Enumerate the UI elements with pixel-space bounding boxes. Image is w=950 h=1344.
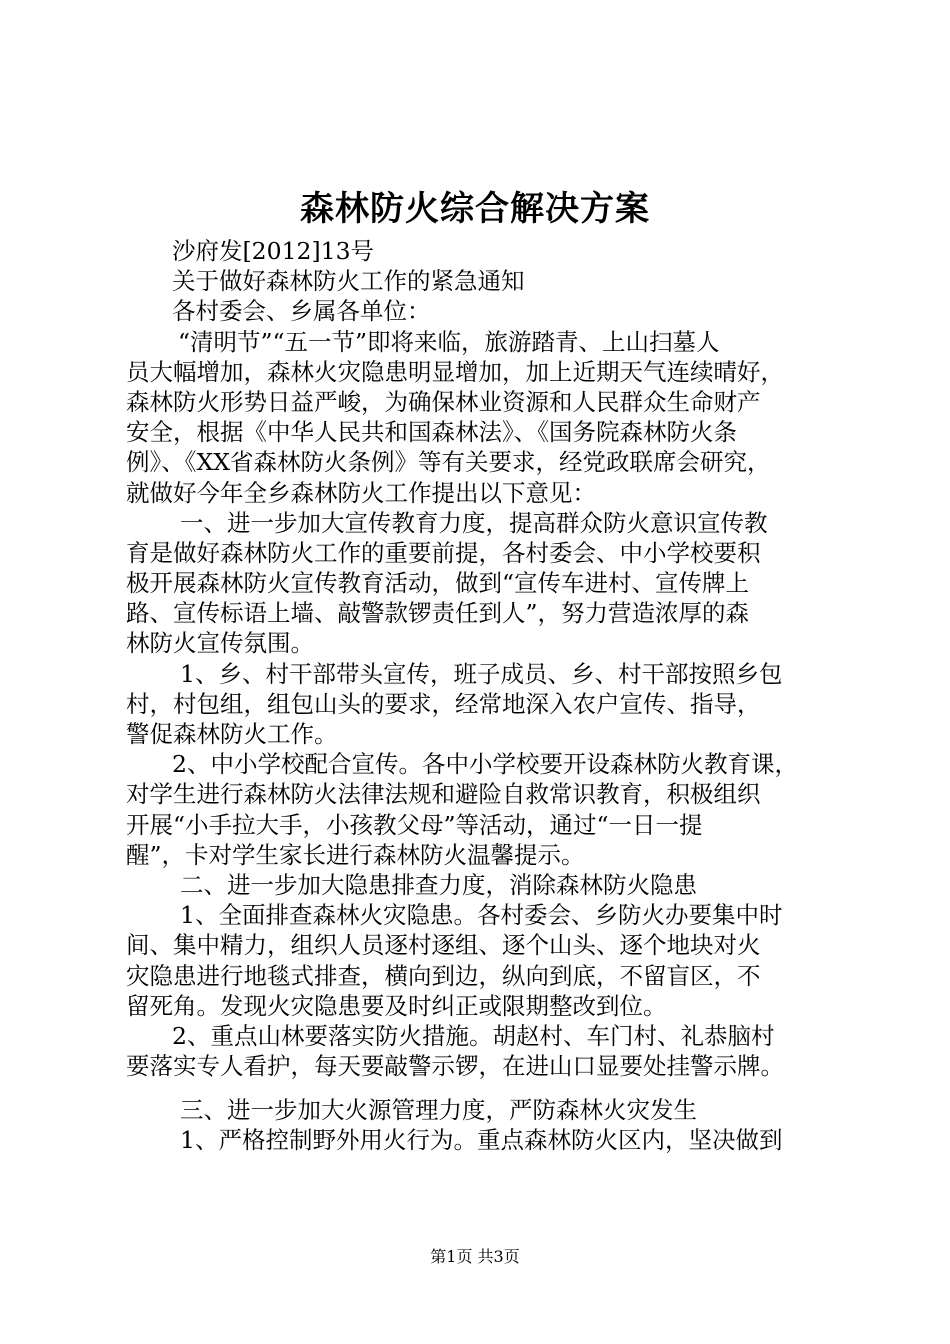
section-heading-line: 一、进一步加大宣传教育力度，提高群众防火意识宣传教 bbox=[180, 508, 768, 537]
paragraph-line: 育是做好森林防火工作的重要前提，各村委会、中小学校要积 bbox=[126, 538, 761, 567]
paragraph-line: 2、重点山林要落实防火措施。胡赵村、车门村、礼恭脑村 bbox=[172, 1021, 775, 1050]
section-heading-line: 三、进一步加大火源管理力度，严防森林火灾发生 bbox=[180, 1096, 697, 1125]
paragraph-line: 森林防火形势日益严峻，为确保林业资源和人民群众生命财产 bbox=[126, 387, 761, 416]
notice-title-line: 关于做好森林防火工作的紧急通知 bbox=[172, 267, 525, 296]
paragraph-line: 灾隐患进行地毯式排查，横向到边，纵向到底，不留盲区，不 bbox=[126, 961, 761, 990]
paragraph-line: 例》、《XX省森林防火条例》等有关要求，经党政联席会研究， bbox=[126, 448, 771, 477]
paragraph-line: 1、严格控制野外用火行为。重点森林防火区内，坚决做到 bbox=[180, 1126, 783, 1155]
paragraph-line: 间、集中精力，组织人员逐村逐组、逐个山头、逐个地块对火 bbox=[126, 931, 761, 960]
paragraph-line: “清明节”“五一节”即将来临，旅游踏青、上山扫墓人 bbox=[178, 327, 720, 356]
paragraph-line: 极开展森林防火宣传教育活动，做到“宣传车进村、宣传牌上 bbox=[126, 569, 750, 598]
paragraph-line: 就做好今年全乡森林防火工作提出以下意见： bbox=[126, 478, 596, 507]
paragraph-line: 安全，根据《中华人民共和国森林法》、《国务院森林防火条 bbox=[126, 418, 737, 447]
paragraph-line: 要落实专人看护，每天要敲警示锣，在进山口显要处挂警示牌。 bbox=[126, 1052, 784, 1081]
paragraph-line: 员大幅增加，森林火灾隐患明显增加，加上近期天气连续晴好， bbox=[126, 357, 784, 386]
paragraph-line: 醒”，卡对学生家长进行森林防火温馨提示。 bbox=[126, 840, 585, 869]
section-heading-line: 二、进一步加大隐患排查力度，消除森林防火隐患 bbox=[180, 870, 697, 899]
blank-line bbox=[126, 1081, 836, 1095]
page-footer: 第1页 共3页 bbox=[430, 1247, 520, 1266]
paragraph-line: 1、乡、村干部带头宣传，班子成员、乡、村干部按照乡包 bbox=[180, 659, 783, 688]
document-body bbox=[126, 236, 836, 1156]
paragraph-line: 1、全面排查森林火灾隐患。各村委会、乡防火办要集中时 bbox=[180, 901, 783, 930]
paragraph-line: 警促森林防火工作。 bbox=[126, 720, 338, 748]
paragraph-line: 村，村包组，组包山头的要求，经常地深入农户宣传、指导， bbox=[126, 689, 761, 718]
paragraph-line: 开展“小手拉大手，小孩教父母”等活动，通过“一日一提 bbox=[126, 810, 703, 839]
paragraph-line: 路、宣传标语上墙、敲警款锣责任到人”，努力营造浓厚的森 bbox=[126, 599, 750, 628]
paragraph-line: 林防火宣传氛围。 bbox=[126, 629, 314, 658]
salutation-line: 各村委会、乡属各单位： bbox=[172, 297, 431, 326]
paragraph-line: 对学生进行森林防火法律法规和避险自救常识教育，积极组织 bbox=[126, 780, 761, 809]
document-title: 森林防火综合解决方案 bbox=[300, 189, 650, 229]
paragraph-line: 2、中小学校配合宣传。各中小学校要开设森林防火教育课， bbox=[172, 750, 798, 779]
doc-number-line: 沙府发[2012]13号 bbox=[172, 237, 375, 265]
paragraph-line: 留死角。发现火灾隐患要及时纠正或限期整改到位。 bbox=[126, 991, 667, 1020]
